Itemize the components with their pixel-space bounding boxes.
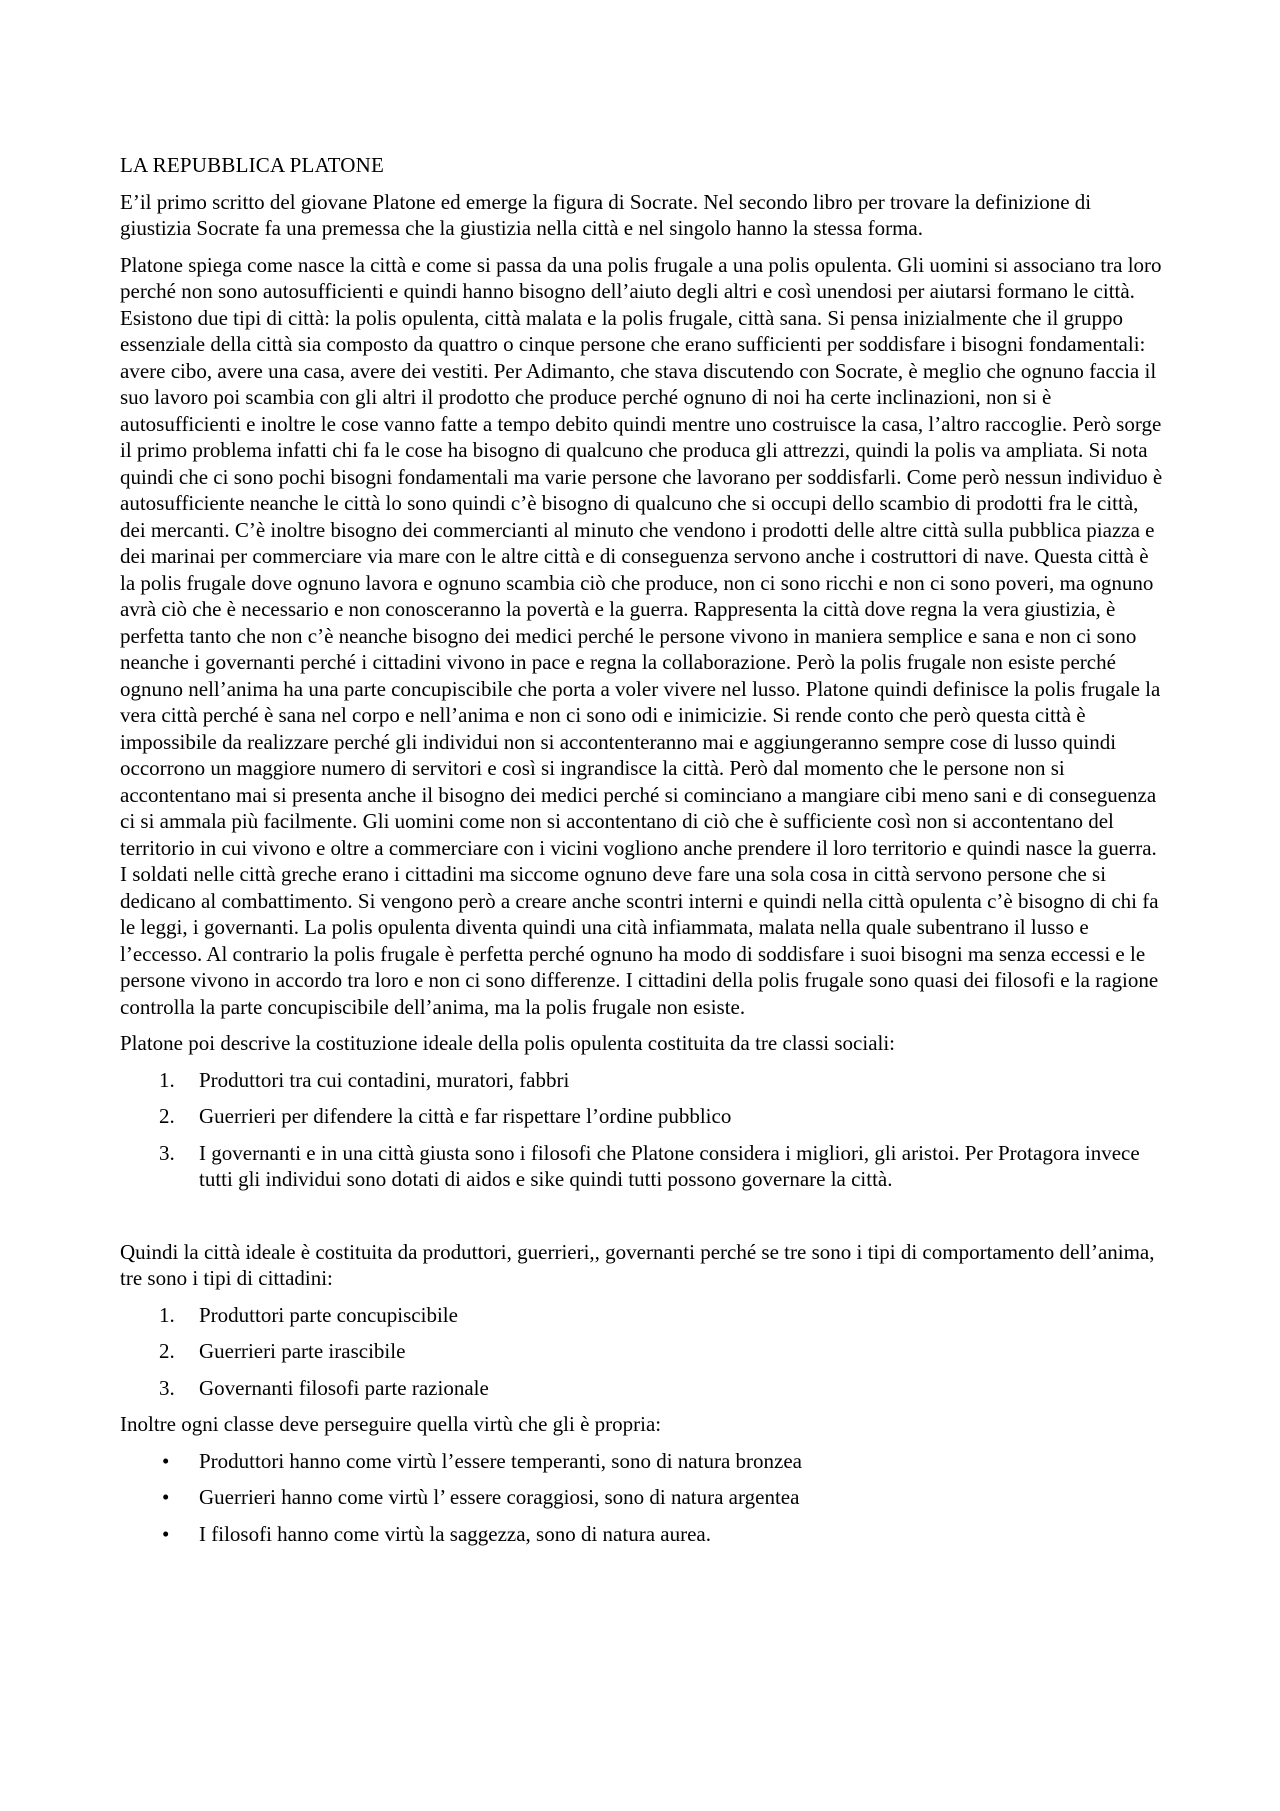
list-item <box>120 1375 1165 1402</box>
list-item-text: Produttori tra cui contadini, muratori, fabbri <box>199 1067 570 1092</box>
list-marker: 1. <box>159 1067 175 1092</box>
soul-parts-list <box>120 1302 1165 1402</box>
list-marker: 3. <box>159 1140 175 1165</box>
list-item <box>120 1484 1165 1511</box>
social-classes-list <box>120 1067 1165 1193</box>
document-title: LA REPUBBLICA PLATONE <box>120 153 385 177</box>
list-item-text: Produttori hanno come virtù l’essere temperanti, sono di natura bronzea <box>199 1448 802 1473</box>
classes-intro-paragraph: Platone poi descrive la costituzione ideale della polis opulenta costituita da tre classi sociali: <box>120 1031 896 1055</box>
virtue-intro-paragraph: Inoltre ogni classe deve perseguire quella virtù che gli è propria: <box>120 1412 662 1436</box>
bullet-marker: • <box>162 1448 170 1473</box>
list-item-text: Guerrieri parte irascibile <box>199 1339 406 1363</box>
virtues-list <box>120 1448 1165 1548</box>
list-marker: 2. <box>159 1104 175 1128</box>
list-item-text: Governanti filosofi parte razionale <box>199 1375 489 1400</box>
list-item <box>120 1140 1165 1193</box>
list-item <box>120 1302 1165 1329</box>
list-item-text: Produttori parte concupiscibile <box>199 1302 458 1327</box>
list-item <box>120 1448 1165 1475</box>
list-item-text: Guerrieri per difendere la città e far rispettare l’ordine pubblico <box>199 1104 732 1128</box>
body-paragraph: Platone spiega come nasce la città e come si passa da una polis frugale a una polis opulenta. Gli uomini si associano tra loro perché non sono autosufficienti e quindi hanno bisogno dell’aiuto degli altri e così unendosi per aiutarsi formano le città. Esistono due tipi di città: la polis opulenta, città malata e la polis frugale, città sana. Si pensa inizialmente che il gruppo essenziale della città sia composto da quattro o cinque persone che erano sufficienti per soddisfare i bisogni fondamentali: avere cibo, avere una casa, avere dei vestiti. Per Adimanto, che stava discutendo con Socrate, è meglio che ognuno faccia il suo lavoro poi scambia con gli altri il prodotto che produce perché ognuno di noi ha certe inclinazioni, non si è autosufficienti e inoltre le cose vanno fatte a tempo debito quindi mentre uno costruisce la casa, l’altro raccoglie. Però sorge il primo problema infatti chi fa le cose ha bisogno di qualcuno che produca gli attrezzi, quindi la polis va ampliata. Si nota quindi che ci sono pochi bisogni fondamentali ma varie persone che lavorano per soddisfarli. Come però nessun individuo è autosufficiente neanche le città lo sono quindi c’è bisogno di qualcuno che si occupi dello scambio di prodotti fra le città, dei mercanti. C’è inoltre bisogno dei commercianti al minuto che vendono i prodotti delle altre città sulla pubblica piazza e dei marinai per commerciare via mare con le altre città e di conseguenza servono anche i costruttori di nave. Questa città è la polis frugale dove ognuno lavora e ognuno scambia ciò che produce, non ci sono ricchi e non ci sono poveri, ma ognuno avrà ciò che è necessario e non conosceranno la povertà e la guerra. Rappresenta la città dove regna la vera giustizia, è perfetta tanto che non c’è neanche bisogno dei medici perché le persone vivono in maniera semplice e sana e non ci sono neanche i governanti perché i cittadini vivono in pace e regna la collaborazione. Però la polis frugale non esiste perché ognuno nell’anima ha una parte concupiscibile che porta a voler vivere nel lusso. Platone quindi definisce la polis frugale la vera città perché è sana nel corpo e nell’anima e non ci sono odi e inimicizie. Si rende conto che però questa città è impossibile da realizzare perché gli individui non si accontenteranno mai e aggiungeranno sempre cose di lusso quindi occorrono un maggiore numero di servitori e così si ingrandisce la città. Però dal momento che le persone non si accontentano mai si presenta anche il bisogno dei medici perché si cominciano a mangiare cibi meno sani e di conseguenza ci si ammala più facilmente. Gli uomini come non si accontentano di ciò che è sufficiente così non si accontentano del territorio in cui vivono e oltre a commerciare con i vicini vogliono anche prendere il loro territorio e quindi nasce la guerra. I soldati nelle città greche erano i cittadini ma siccome ognuno deve fare una sola cosa in città servono persone che si dedicano al combattimento. Si vengono però a creare anche scontri interni e quindi nella città opulenta c’è bisogno di chi fa le leggi, i governanti. La polis opulenta diventa quindi una cità infiammata, malata nella quale subentrano il lusso e l’eccesso. Al contrario la polis frugale è perfetta perché ognuno ha modo di soddisfare i suoi bisogni ma senza eccessi e le persone vivono in accordo tra loro e non ci sono differenze. I cittadini della polis frugale sono quasi dei filosofi e la ragione controlla la parte concupiscibile dell’anima, ma la polis frugale non esiste. <box>120 252 1163 1019</box>
bullet-marker: • <box>162 1521 170 1546</box>
list-item <box>120 1521 1165 1548</box>
list-marker: 1. <box>159 1302 175 1327</box>
blank-line <box>120 1203 1165 1239</box>
bullet-marker: • <box>162 1485 170 1509</box>
list-item-text: I governanti e in una città giusta sono i filosofi che Platone considera i migliori, gli aristoi. Per Protagora invece tutti gli individui sono dotati di aidos e sike quindi tutti possono governare la città. <box>199 1140 1140 1191</box>
list-item-text: Guerrieri hanno come virtù l’ essere coraggiosi, sono di natura argentea <box>199 1485 800 1509</box>
list-item <box>120 1103 1165 1130</box>
list-item <box>120 1338 1165 1365</box>
soul-intro-paragraph: Quindi la città ideale è costituita da produttori, guerrieri,, governanti perché se tre sono i tipi di comportamento dell’anima, tre sono i tipi di cittadini: <box>120 1239 1155 1290</box>
list-marker: 3. <box>159 1375 175 1400</box>
list-marker: 2. <box>159 1339 175 1363</box>
list-item-text: I filosofi hanno come virtù la saggezza, sono di natura aurea. <box>199 1521 711 1546</box>
list-item <box>120 1067 1165 1094</box>
intro-paragraph: E’il primo scritto del giovane Platone ed emerge la figura di Socrate. Nel secondo libro per trovare la definizione di giustizia Socrate fa una premessa che la giustizia nella città e nel singolo hanno la stessa forma. <box>120 189 1092 240</box>
document-page <box>120 152 1165 1557</box>
